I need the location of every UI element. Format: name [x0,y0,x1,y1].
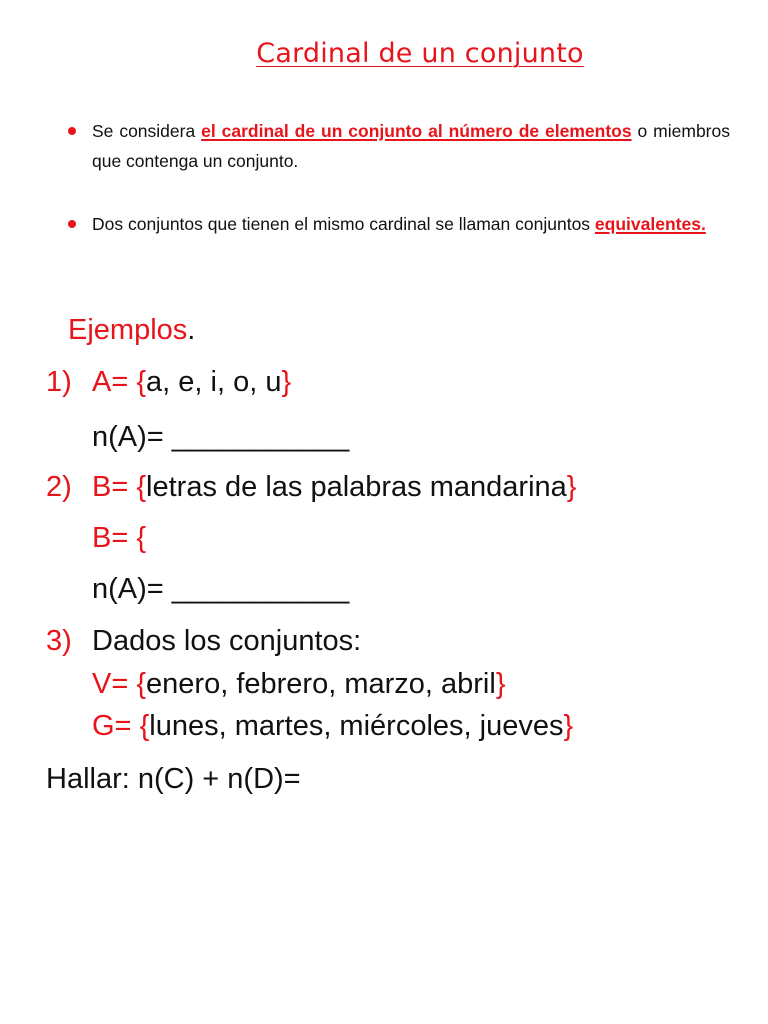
example-1-set [92,364,291,400]
brace-close: } [563,710,574,742]
set-label: V= [92,668,137,700]
brace-open: { [136,471,147,503]
example-2-answer: n(A)= ___________ [92,573,350,605]
set-label: G= [92,710,140,742]
final-question: Hallar: n(C) + n(D)= [46,763,301,795]
bullet-highlight: equivalentes. [594,214,706,234]
set-content: letras de las palabras mandarina [146,471,567,503]
brace-open: { [136,668,147,700]
examples-heading [68,312,195,348]
brace-close: } [495,668,506,700]
example-3-intro: Dados los conjuntos: [92,625,362,657]
brace-open: { [139,710,150,742]
example-2-set [92,469,576,505]
example-number: 3) [46,625,72,657]
example-number: 2) [46,471,72,503]
example-3-set-g [92,708,573,744]
bullet-text: o miembros que contenga un conjunto. [92,121,730,171]
bullet-dot-icon [68,220,76,228]
bullet-definition [92,116,730,176]
bullet-text: Dos conjuntos que tienen el mismo cardinal se llaman conjuntos [92,214,595,234]
bullet-dot-icon [68,127,76,135]
bullet-highlight: el cardinal de un conjunto al número de elementos [201,121,632,141]
set-content: a, e, i, o, u [146,366,282,398]
bullet-equivalent [92,209,730,239]
brace-close: } [566,471,577,503]
set-label: B= [92,471,137,503]
examples-heading-period: . [187,314,196,346]
examples-heading-text: Ejemplos [68,314,188,346]
example-3-set-v [92,666,506,702]
page-title: Cardinal de un conjunto [256,38,584,69]
example-number: 1) [46,366,72,398]
set-content: lunes, martes, miércoles, jueves [149,710,564,742]
set-content: enero, febrero, marzo, abril [146,668,496,700]
brace-close: } [281,366,292,398]
set-label: A= [92,366,129,398]
example-2-set-line: B= { [92,522,147,554]
bullet-text: Se considera [92,121,202,141]
example-1-answer: n(A)= ___________ [92,421,350,453]
brace-open: { [128,366,147,398]
